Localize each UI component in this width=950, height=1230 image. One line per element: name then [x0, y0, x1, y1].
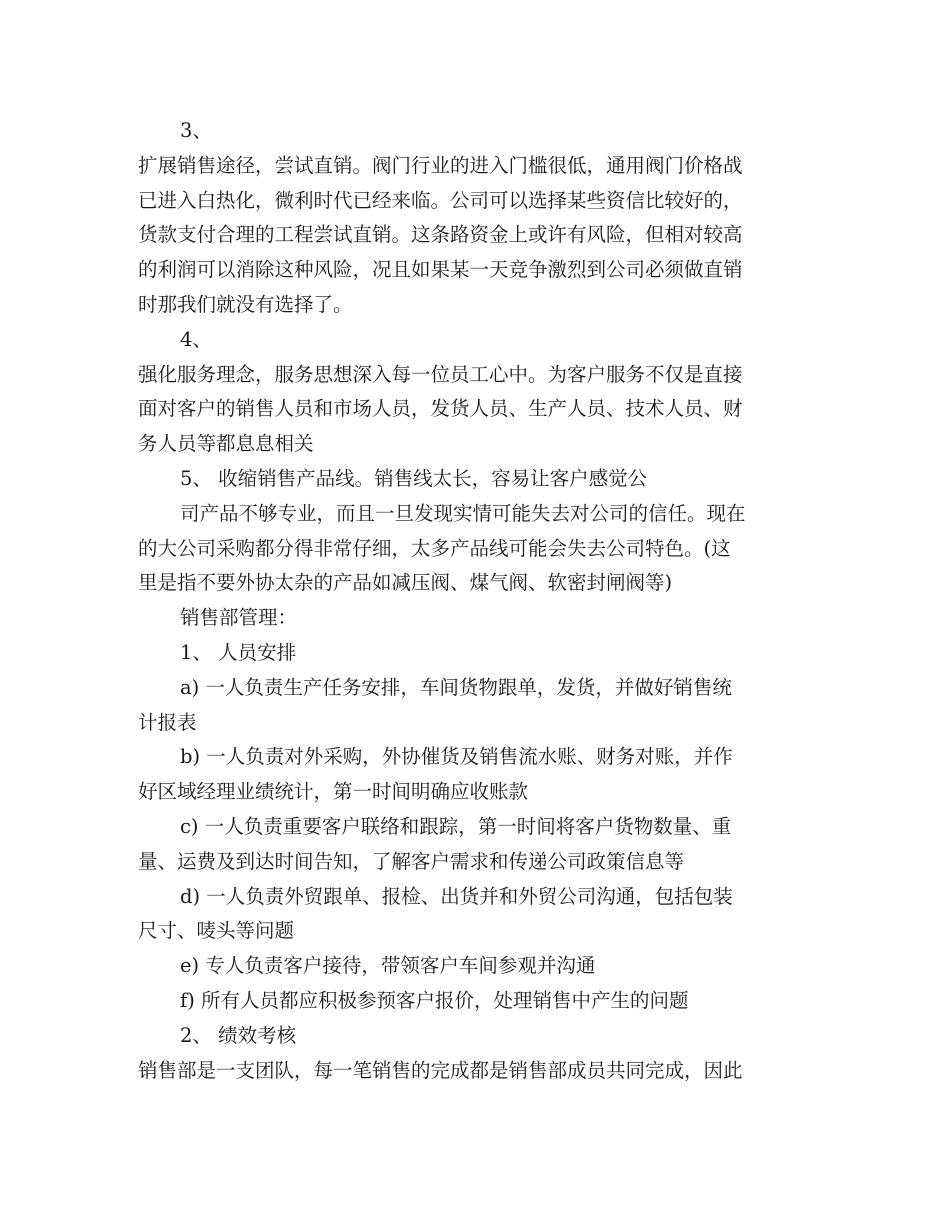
- text-line: a) 一人负责生产任务安排，车间货物跟单，发货，并做好销售统: [180, 675, 732, 699]
- text-line: b) 一人负责对外采购，外协催货及销售流水账、财务对账，并作: [180, 745, 733, 769]
- text-line: f) 所有人员都应积极参预客户报价，处理销售中产生的问题: [180, 988, 689, 1012]
- text-line: 计报表: [138, 710, 197, 734]
- text-line: 的大公司采购都分得非常仔细，太多产品线可能会失去公司特色。(这: [138, 536, 731, 560]
- text-line: 司产品不够专业，而且一旦发现实情可能失去对公司的信任。现在: [180, 501, 746, 525]
- text-line: 已进入白热化，微利时代已经来临。公司可以选择某些资信比较好的，: [138, 188, 743, 212]
- text-line: 时那我们就没有选择了。: [138, 292, 353, 316]
- text-line: 3、: [180, 119, 212, 142]
- text-line: e) 专人负责客户接待，带领客户车间参观并沟通: [180, 954, 596, 978]
- text-line: c) 一人负责重要客户联络和跟踪，第一时间将客户货物数量、重: [180, 814, 732, 838]
- text-line: 2、 绩效考核: [180, 1023, 297, 1047]
- text-line: 强化服务理念，服务思想深入每一位员工心中。为客户服务不仅是直接: [138, 362, 743, 386]
- text-line: 销售部管理：: [180, 606, 298, 630]
- document-body: [138, 114, 818, 1088]
- text-line: 尺寸、唛头等问题: [138, 919, 295, 943]
- text-line: 务人员等都息息相关: [138, 432, 314, 456]
- text-line: 销售部是一支团队，每一笔销售的完成都是销售部成员共同完成，因此: [138, 1058, 743, 1082]
- text-line: 4、: [180, 327, 212, 351]
- text-line: 面对客户的销售人员和市场人员，发货人员、生产人员、技术人员、财: [138, 397, 743, 421]
- text-line: 里是指不要外协太杂的产品如减压阀、煤气阀、软密封闸阀等): [138, 571, 673, 595]
- text-line: 1、 人员安排: [180, 640, 297, 664]
- text-line: d) 一人负责外贸跟单、报检、出货并和外贸公司沟通，包括包装: [180, 884, 733, 908]
- text-line: 扩展销售途径，尝试直销。阀门行业的进入门槛很低，通用阀门价格战: [138, 153, 743, 177]
- text-line: 量、运费及到达时间告知，了解客户需求和传递公司政策信息等: [138, 849, 685, 873]
- text-line: 5、 收缩销售产品线。销售线太长，容易让客户感觉公: [180, 466, 648, 490]
- text-line: 的利润可以消除这种风险，况且如果某一天竞争激烈到公司必须做直销: [138, 258, 743, 282]
- text-line: 货款支付合理的工程尝试直销。这条路资金上或许有风险，但相对较高: [138, 223, 743, 247]
- text-line: 好区域经理业绩统计，第一时间明确应收账款: [138, 780, 529, 804]
